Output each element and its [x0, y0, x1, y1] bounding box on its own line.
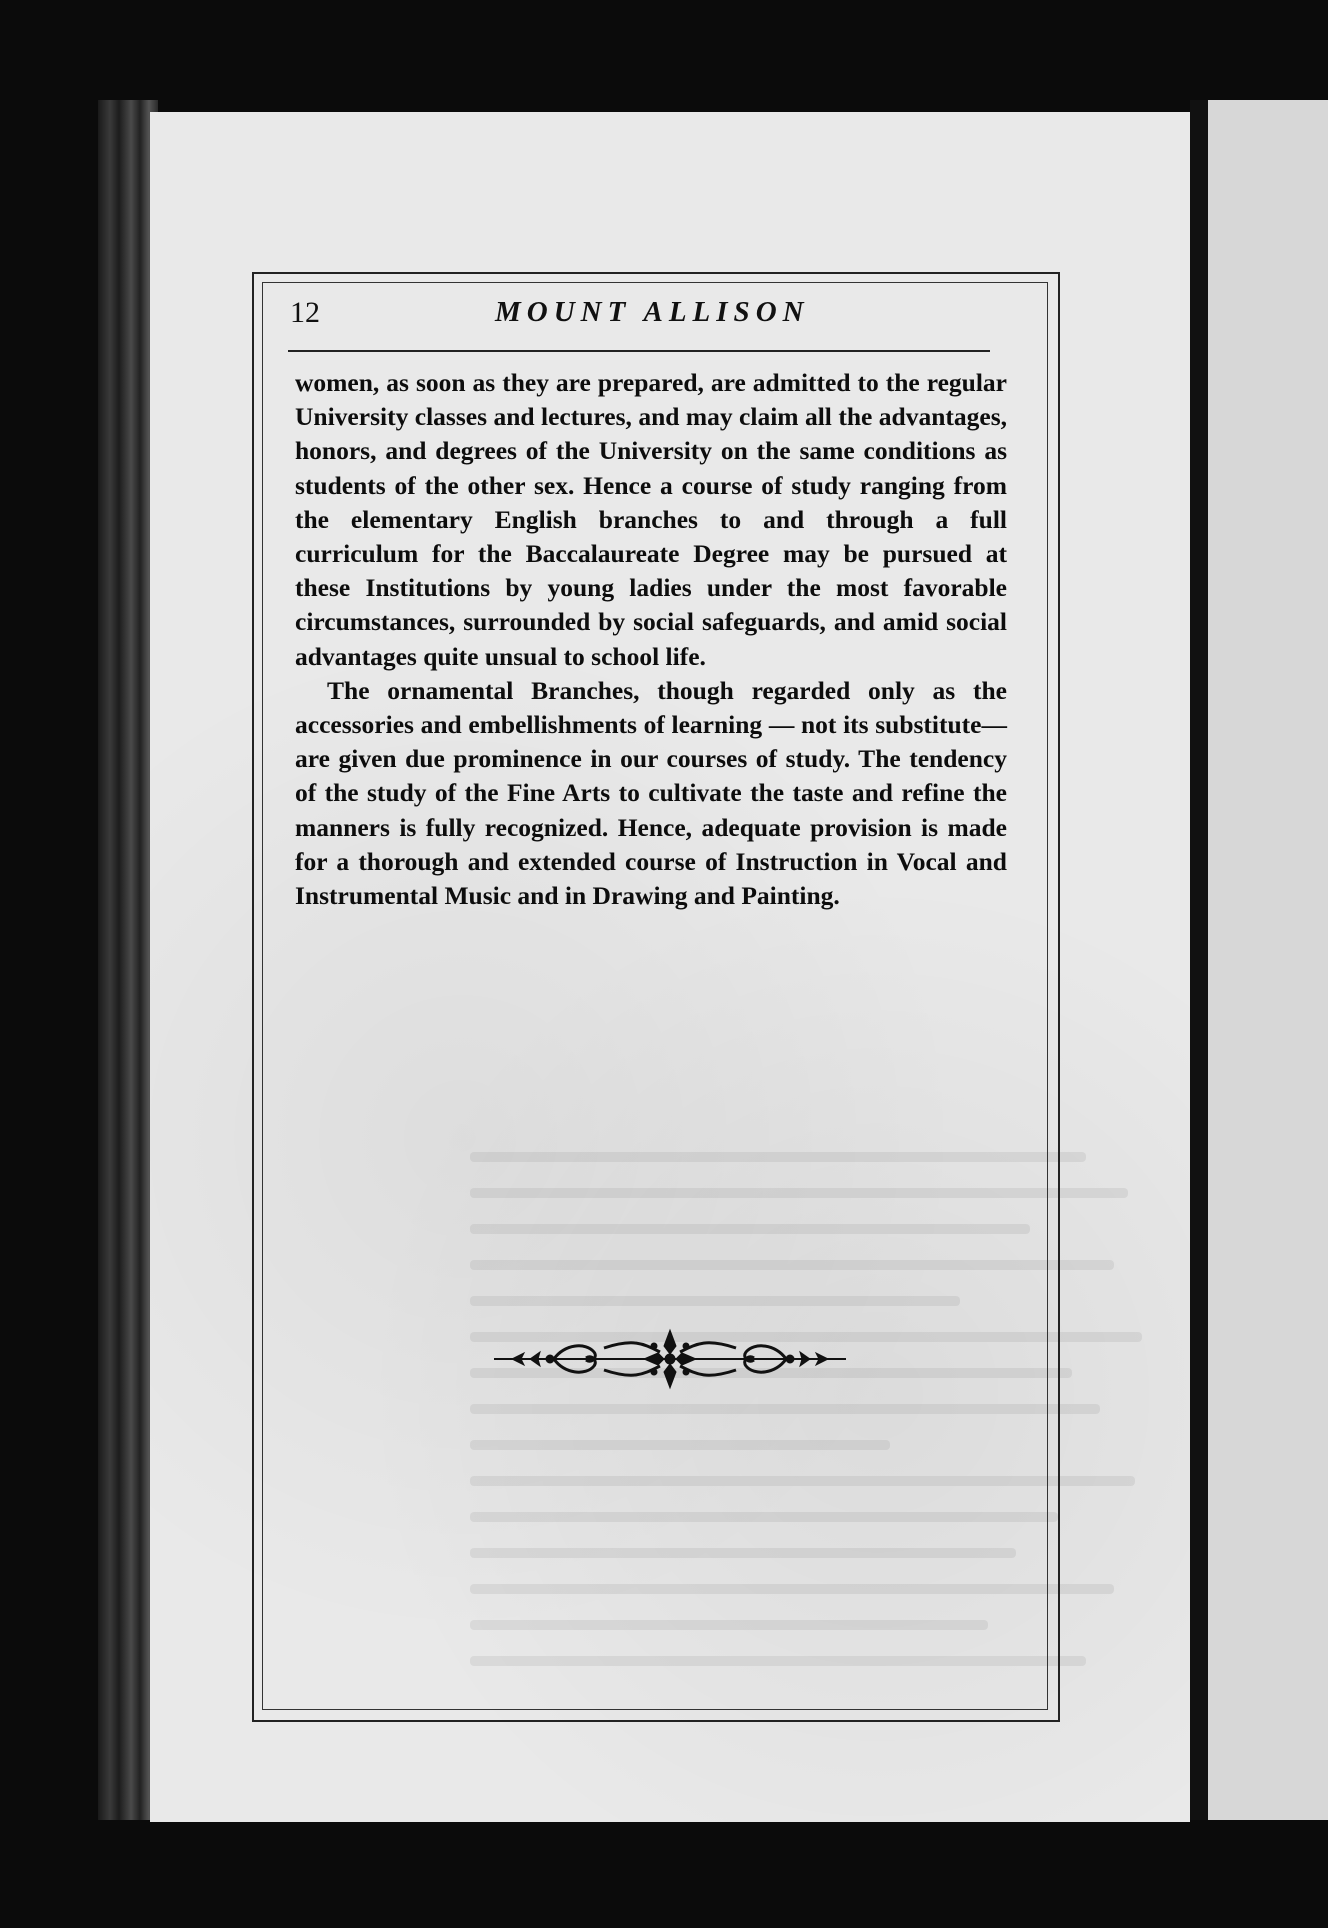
adjacent-page-edge	[1208, 100, 1328, 1820]
running-head	[290, 296, 1002, 344]
book-spine-edge	[98, 100, 158, 1820]
header-rule	[288, 350, 990, 352]
paragraph: The ornamental Branches, though regarded only as the accessories and embellishments of learning — not its substitute—are given due prominence in our courses of study. The tendency of the study of the Fine Arts to cultivate the taste and refine the manners is fully recognized. Hence, adequate provision is made for a thorough and extended course of Instruction in Vocal and Instrumental Music and in Drawing and Painting.	[295, 675, 1007, 911]
page-gutter	[1190, 100, 1208, 1820]
running-head-title: MOUNT ALLISON	[495, 296, 810, 328]
body-text	[295, 366, 1007, 913]
paragraph: women, as soon as they are prepared, are admitted to the regular University classes and lectures, and may claim all the advantages, honors, and degrees of the University on the same conditions as students of the other sex. Hence a course of study ranging from the elementary English branches to and through a full curriculum for the Baccalaureate Degree may be pursued at these Institutions by young ladies under the most favorable circumstances, surrounded by social safeguards, and amid social advantages quite unsual to school life.	[295, 368, 1007, 671]
page-number: 12	[290, 296, 320, 329]
printer-ornament-icon	[494, 1324, 846, 1394]
